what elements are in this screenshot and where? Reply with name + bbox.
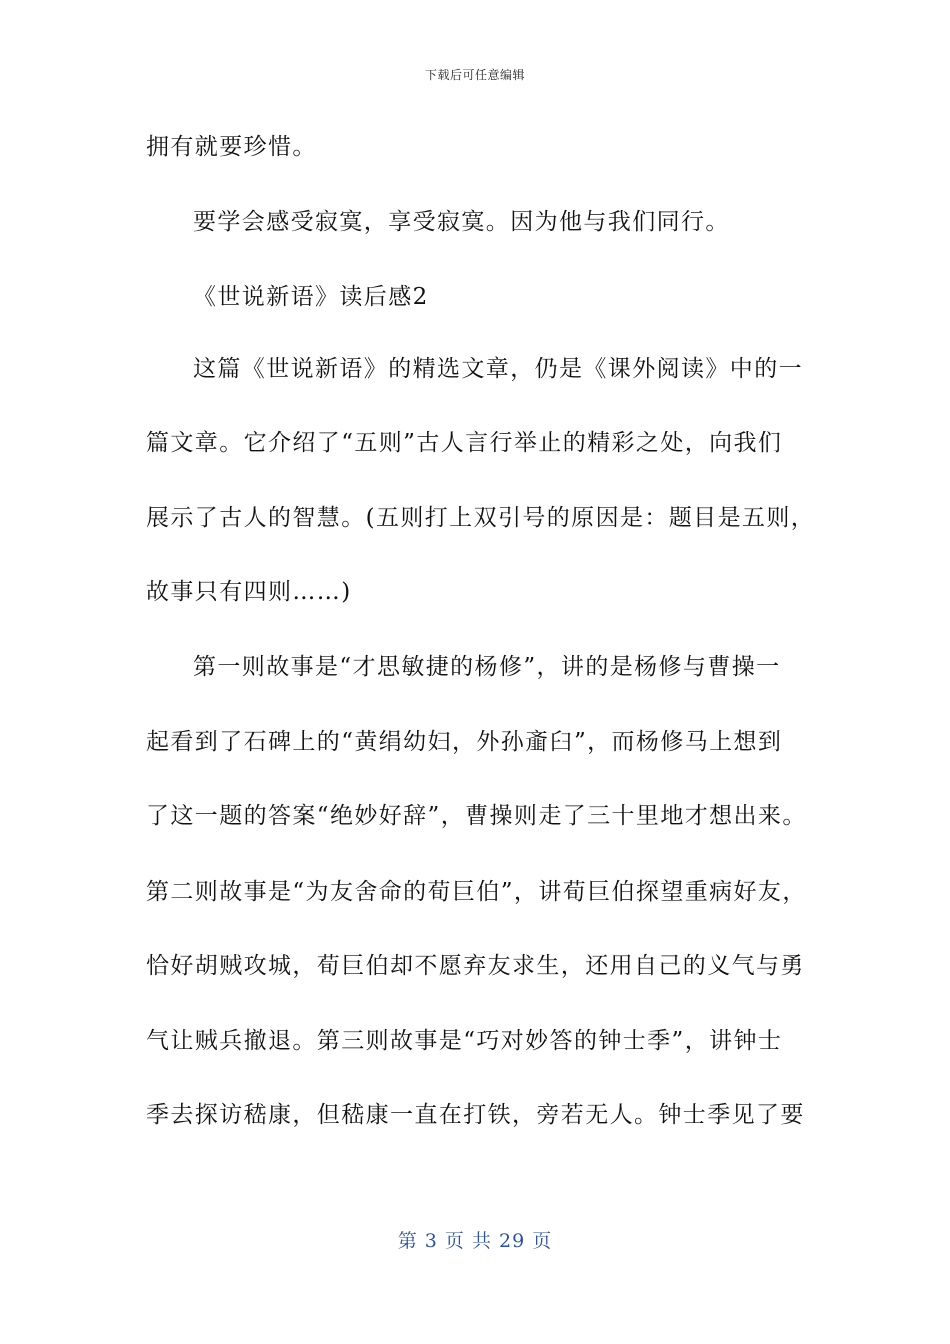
- text-line: 气让贼兵撤退。第三则故事是“巧对妙答的钟士季”，讲钟士: [146, 1028, 783, 1054]
- text-line: 起看到了石碑上的“黄绢幼妇，外孙齑臼”，而杨修马上想到: [146, 729, 783, 755]
- text-line: 第二则故事是“为友舍命的荀巨伯”，讲荀巨伯探望重病好友，: [146, 879, 807, 905]
- text-line: 季去探访嵇康，但嵇康一直在打铁，旁若无人。钟士季见了要: [146, 1102, 805, 1128]
- text-line: 拥有就要珍惜。: [146, 134, 317, 160]
- text-line: 了这一题的答案“绝妙好辞”，曹操则走了三十里地才想出来。: [146, 803, 807, 829]
- section-heading: 《世说新语》读后感2: [193, 284, 429, 310]
- text-line: 第一则故事是“才思敏捷的杨修”，讲的是杨修与曹操一: [193, 654, 781, 680]
- header-note: 下载后可任意编辑: [424, 68, 525, 82]
- page-number: 第 3 页 共 29 页: [397, 1230, 553, 1252]
- text-line: 这篇《世说新语》的精选文章，仍是《课外阅读》中的一: [193, 356, 803, 382]
- text-line: 故事只有四则……): [146, 579, 352, 605]
- text-line: 恰好胡贼攻城，荀巨伯却不愿弃友求生，还用自己的义气与勇: [146, 953, 805, 979]
- text-line: 展示了古人的智慧。(五则打上双引号的原因是：题目是五则，: [146, 505, 816, 531]
- text-line: 篇文章。它介绍了“五则”古人言行举止的精彩之处，向我们: [146, 430, 783, 456]
- text-line: 要学会感受寂寞，享受寂寞。因为他与我们同行。: [193, 209, 730, 235]
